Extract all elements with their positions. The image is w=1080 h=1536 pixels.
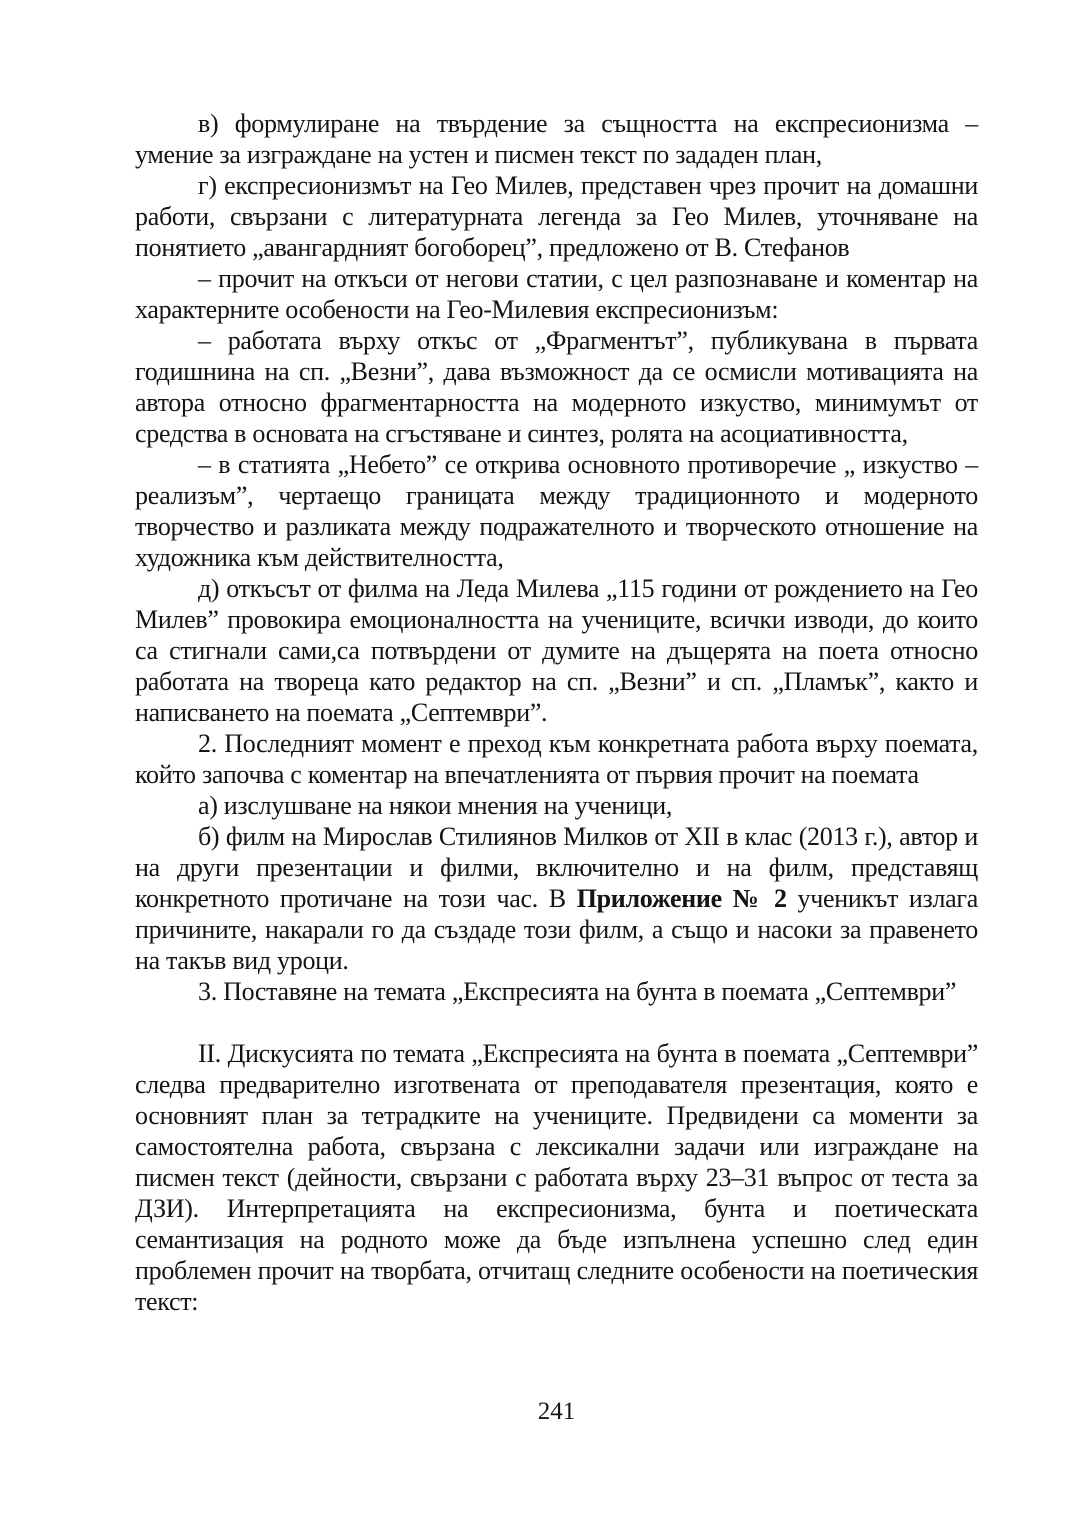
paragraph (135, 1038, 978, 1317)
paragraph-text-segment: ученикът излага причините, накарали го да създаде този филм, а също и насоки за правенето на такъв вид уроци. (135, 884, 978, 975)
paragraph-text-segment: II. Дискусията по темата „Експресията на бунта в поемата „Септември” следва предварително изготвената от преподавателя презентация, която е основният план за тетрадките на учениците. Предвидени са моменти за самостоятелна работа, свързана с лексикални задачи или изграждане на писмен текст (дейности, свързани с работата върху 23–31 въпрос от теста за ДЗИ). Интерпретацията на експресионизма, бунта и поетическата семантизация на родното може да бъде изпълнена успешно след един проблемен прочит на творбата, отчитащ следните особености на поетическия текст: (135, 1039, 978, 1316)
paragraph-text-segment: а) изслушване на някои мнения на ученици, (198, 791, 673, 820)
text-block (135, 108, 978, 1317)
paragraph (135, 790, 978, 821)
page-number: 241 (537, 1398, 576, 1425)
paragraph-text-segment: – работата върху откъс от „Фрагментът”, публикувана в първата годишнина на сп. „Везни”, дава възможност да се осмисли мотивацията на автора относно фрагментарността на модерното изкуство, минимумът от средства в основата на сгъстяване и синтез, ролята на асоциативността, (135, 326, 978, 448)
paragraph-text-segment: д) откъсът от филма на Леда Милева „115 години от рождението на Гео Милев” провокира емоционалността на учениците, всички изводи, до които са стигнали сами,са потвърдени от думите на дъщерята на поета относно работата на твореца като редактор на сп. „Везни” и сп. „Пламък”, както и написването на поемата „Септември”. (135, 574, 978, 727)
paragraph-text-segment: – прочит на откъси от негови статии, с цел разпознаване и коментар на характерните особености на Гео-Милевия експресионизъм: (135, 264, 978, 324)
paragraph-text-segment: 2. Последният момент е преход към конкретната работа върху поемата, който започва с коментар на впечатленията от първия прочит на поемата (135, 729, 978, 789)
paragraph (135, 573, 978, 728)
paragraph (135, 449, 978, 573)
paragraph-text-segment: – в статията „Небето” се открива основното противоречие „ изкуство – реализъм”, чертаещо границата между традиционното и модерното творчество и разликата между подражателното и творческото отношение на художника към действителността, (135, 450, 978, 572)
paragraph-text-segment: в) формулиране на твърдение за същността на експресионизма – умение за изграждане на устен и писмен текст по зададен план, (135, 109, 978, 169)
paragraph (135, 728, 978, 790)
paragraph (135, 263, 978, 325)
paragraph (135, 976, 978, 1007)
paragraph-text-segment: 3. Поставяне на темата „Експресията на бунта в поемата „Септември” (198, 977, 957, 1006)
paragraph (135, 170, 978, 263)
paragraph (135, 108, 978, 170)
paragraph-text-segment: б) филм на Мирослав Стилиянов Милков от XII в клас (2013 г.), автор и на други презентации и филми, включително и на филм, представящ конкретното протичане на този час. В (135, 822, 978, 913)
paragraph (135, 821, 978, 976)
paragraph (135, 325, 978, 449)
paragraph-text-segment: г) експресионизмът на Гео Милев, представен чрез прочит на домашни работи, свързани с литературната легенда за Гео Милев, уточняване на понятието „авангардният богоборец”, предложено от В. Стефанов (135, 171, 978, 262)
paragraph-bold-segment: Приложение № 2 (576, 884, 787, 913)
